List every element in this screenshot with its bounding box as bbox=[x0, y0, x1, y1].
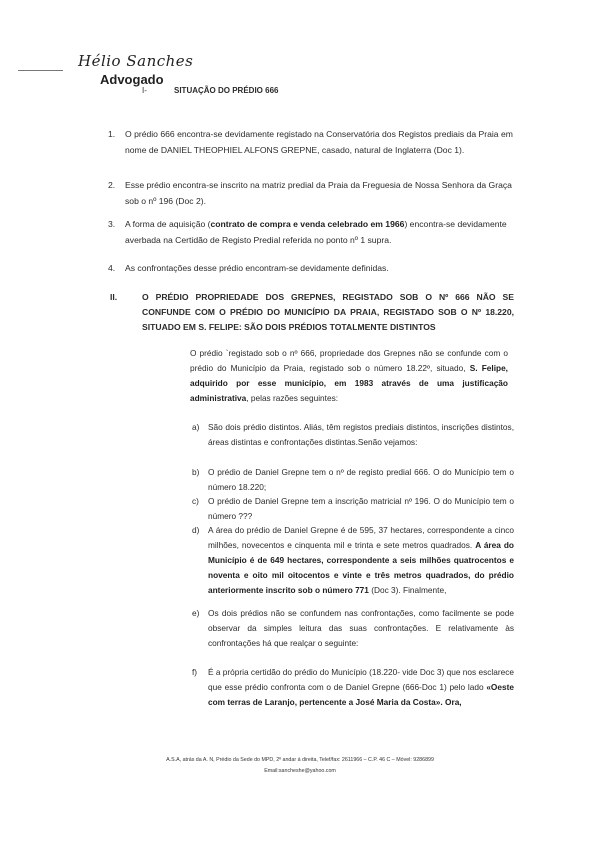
item-text-bold: «Oeste com terras de Laranjo, pertencente a José Maria da Costa». Ora, bbox=[208, 682, 514, 707]
item-text: O prédio de Daniel Grepne tem o nº de registo predial 666. O do Município tem o número 18.220; bbox=[208, 467, 514, 492]
item-text-part: A forma de aquisição ( bbox=[125, 219, 211, 229]
intro-text-part: , pelas razões seguintes: bbox=[246, 393, 339, 403]
item-text bbox=[208, 665, 514, 710]
section-2-intro bbox=[190, 346, 508, 406]
item-text-part: A área do prédio de Daniel Grepne é de 595, 37 hectares, correspondente a cinco milhões, novecentos e cinquenta mil e trinta e sete metros quadrados. bbox=[208, 525, 514, 550]
item-letter: c) bbox=[192, 496, 199, 506]
item-text-bold: A área do Município é de 649 hectares, correspondente a seis milhões quatrocentos e noventa e oito mil oitocentos e vinte e três metros quadrados, do prédio anteriormente inscrito sob o número 771 bbox=[208, 540, 514, 595]
item-number: 4. bbox=[108, 263, 116, 273]
item-text-part: ) encontra-se devidamente averbada na Certidão de Registo Predial referida no ponto nº 1 supra. bbox=[125, 219, 507, 245]
item-letter: f) bbox=[192, 667, 198, 677]
item-text: Esse prédio encontra-se inscrito na matriz predial da Praia da Freguesia de Nossa Senhora da Graça sob o nº 196 (Doc 2). bbox=[125, 180, 512, 206]
item-letter: a) bbox=[192, 422, 200, 432]
item-text-bold: contrato de compra e venda celebrado em 1966 bbox=[210, 219, 405, 229]
section-2-title: O PRÉDIO PROPRIEDADE DOS GREPNES, REGISTADO SOB O Nº 666 NÃO SE CONFUNDE COM O PRÉDIO DO MUNICÍPIO DA PRAIA, REGISTADO SOB O Nº 18.220, SITUADO EM S. FELIPE: SÃO DOIS PRÉDIOS TOTALMENTE DISTINTOS bbox=[142, 292, 514, 332]
author-role: Advogado bbox=[100, 72, 164, 87]
footer-email: Email:sancheshe@yahoo.com bbox=[264, 768, 336, 774]
item-text: As confrontações desse prédio encontram-se devidamente definidas. bbox=[125, 263, 389, 273]
section-1-title: SITUAÇÃO DO PRÉDIO 666 bbox=[174, 86, 279, 95]
item-text bbox=[125, 216, 515, 248]
signature: Hélio Sanches bbox=[78, 52, 194, 70]
item-text-part: (Doc 3). Finalmente, bbox=[368, 585, 447, 595]
intro-text-bold: S. Felipe, adquirido por esse município, em 1983 através de uma justificação administrativa bbox=[190, 363, 508, 403]
intro-text-part: O prédio `registado sob o nº 666, propriedade dos Grepnes não se confunde com o prédio do Município da Praia, registado sob o número 18.22º, situado, bbox=[190, 348, 508, 373]
item-letter: b) bbox=[192, 467, 200, 477]
signature-underline bbox=[18, 70, 63, 71]
section-1-number: I- bbox=[142, 86, 147, 95]
item-number: 3. bbox=[108, 219, 116, 229]
item-text: O prédio 666 encontra-se devidamente registado na Conservatória dos Registos prediais da Praia em nome de DANIEL THEOPHIEL ALFONS GREPNE, casado, natural de Inglaterra (Doc 1). bbox=[125, 129, 513, 155]
item-number: 2. bbox=[108, 180, 116, 190]
footer-address: A.S.A, atrás da A. N, Prédio da Sede do MPD, 2º andar á direita, Telef/fax: 2611966 – C.P. 46 C – Móvel: 9286899 bbox=[166, 757, 434, 763]
section-2-number: II. bbox=[110, 292, 118, 302]
item-text bbox=[208, 523, 514, 598]
item-letter: e) bbox=[192, 608, 200, 618]
item-letter: d) bbox=[192, 525, 200, 535]
item-text: São dois prédio distintos. Aliás, têm registos prediais distintos, inscrições distintos, áreas distintas e confrontações distintas.Senão vejamos: bbox=[208, 422, 514, 447]
item-text-part: É a própria certidão do prédio do Município (18.220- vide Doc 3) que nos esclarece que esse prédio confronta com o de Daniel Grepne (666-Doc 1) pelo lado bbox=[208, 667, 514, 692]
item-number: 1. bbox=[108, 129, 116, 139]
item-text: O prédio de Daniel Grepne tem a inscrição matricial nº 196. O do Município tem o número ??? bbox=[208, 496, 514, 521]
item-text: Os dois prédios não se confundem nas confrontações, como facilmente se pode observar da simples leitura das suas confrontações. E relativamente às confrontações há que realçar o seguinte: bbox=[208, 608, 514, 648]
